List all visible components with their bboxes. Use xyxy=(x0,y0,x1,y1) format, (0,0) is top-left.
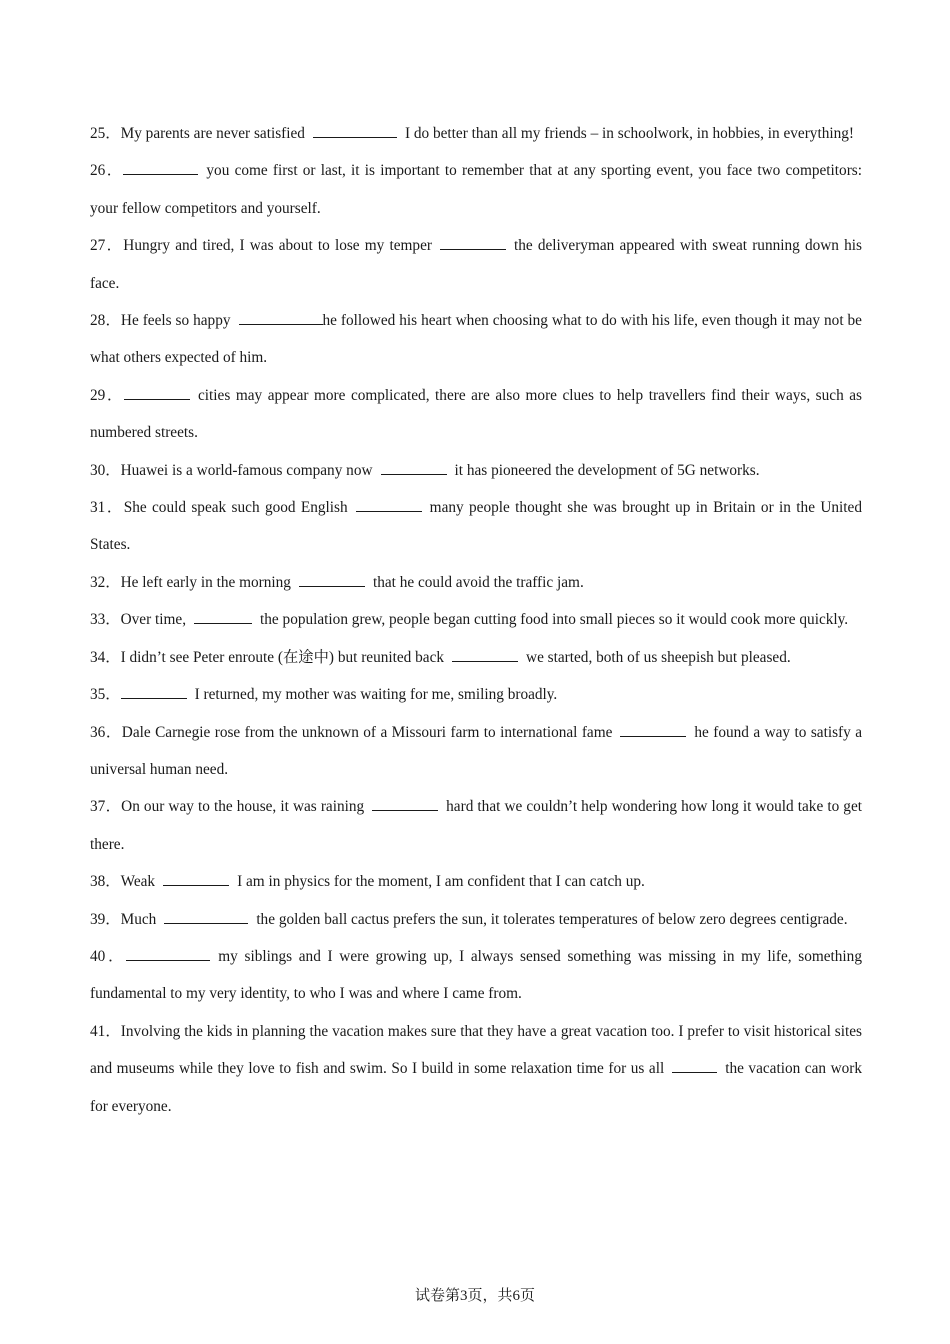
question-number: 28． xyxy=(90,312,121,330)
question-text-before: Weak xyxy=(120,873,156,891)
question-text-after: you come first or last, it is important to remember that at any sporting event, you face two competitors: your fellow competitors and yourself. xyxy=(90,162,862,217)
question-text-after: my siblings and I were growing up, I always sensed something was missing in my life, something fundamental to my very identity, to who I was and where I came from. xyxy=(90,947,862,1003)
question-29 xyxy=(90,377,862,452)
answer-blank[interactable] xyxy=(163,870,229,886)
question-26 xyxy=(90,152,862,227)
question-text-after: I am in physics for the moment, I am confident that I can catch up. xyxy=(237,873,645,891)
answer-blank[interactable] xyxy=(239,309,323,325)
question-number: 32． xyxy=(90,573,121,591)
question-text-before: Huawei is a world-famous company now xyxy=(120,461,373,479)
question-number: 34． xyxy=(90,648,121,666)
question-28 xyxy=(90,302,862,377)
answer-blank[interactable] xyxy=(620,721,686,737)
question-text-before: She could speak such good English xyxy=(123,499,348,517)
question-text-after: we started, both of us sheepish but pleased. xyxy=(526,648,791,666)
question-34 xyxy=(90,639,862,676)
answer-blank[interactable] xyxy=(313,122,397,138)
question-number: 36． xyxy=(90,723,122,741)
answer-blank[interactable] xyxy=(381,459,447,475)
question-text-after: it has pioneered the development of 5G networks. xyxy=(454,461,760,479)
question-text-after: he found a way to satisfy a universal human need. xyxy=(90,723,862,778)
question-text-before: Over time, xyxy=(120,611,187,629)
question-number: 37． xyxy=(90,798,122,816)
question-text-before: Dale Carnegie rose from the unknown of a Missouri farm to international fame xyxy=(121,723,613,741)
answer-blank[interactable] xyxy=(440,234,506,250)
question-text-after: cities may appear more complicated, there are also more clues to help travellers find their ways, such as numbered streets. xyxy=(90,386,862,442)
answer-blank[interactable] xyxy=(124,384,190,400)
question-40 xyxy=(90,938,862,1013)
question-38 xyxy=(90,863,862,900)
question-number: 40． xyxy=(90,947,127,965)
question-30 xyxy=(90,452,862,489)
answer-blank[interactable] xyxy=(299,571,365,587)
question-list xyxy=(90,115,862,1125)
question-number: 27． xyxy=(90,237,124,255)
question-36 xyxy=(90,714,862,789)
question-text-before: Much xyxy=(120,910,157,928)
question-text-after: hard that we couldn’t help wondering how long it would take to get there. xyxy=(90,798,862,853)
question-text-before: He left early in the morning xyxy=(120,573,291,591)
question-number: 29． xyxy=(90,386,125,404)
question-27 xyxy=(90,227,862,302)
question-37 xyxy=(90,788,862,863)
question-text-after: the population grew, people began cutting food into small pieces so it would cook more quickly. xyxy=(260,611,849,629)
answer-blank[interactable] xyxy=(126,945,210,961)
question-text-before: I didn’t see Peter enroute (在途中) but reunited back xyxy=(120,648,445,666)
question-text-after: he followed his heart when choosing what to do with his life, even though it may not be what others expected of him. xyxy=(90,312,862,367)
question-text-after: that he could avoid the traffic jam. xyxy=(372,573,584,591)
answer-blank[interactable] xyxy=(123,159,198,175)
question-text-after: the deliveryman appeared with sweat running down his face. xyxy=(90,237,862,292)
question-text-after: the golden ball cactus prefers the sun, it tolerates temperatures of below zero degrees centigrade. xyxy=(256,910,848,928)
question-number: 33． xyxy=(90,611,121,629)
question-number: 31． xyxy=(90,499,124,517)
answer-blank[interactable] xyxy=(164,908,248,924)
question-number: 26． xyxy=(90,162,124,180)
question-25 xyxy=(90,115,862,152)
question-32 xyxy=(90,564,862,601)
question-text-after: the vacation can work for everyone. xyxy=(90,1060,863,1115)
question-33 xyxy=(90,601,862,638)
question-text-before: My parents are never satisfied xyxy=(120,125,305,142)
question-number: 30． xyxy=(90,461,121,479)
question-text-before: He feels so happy xyxy=(120,312,231,330)
answer-blank[interactable] xyxy=(356,496,422,512)
question-number: 38． xyxy=(90,873,121,891)
question-41 xyxy=(90,1013,862,1125)
question-text-before: Hungry and tired, I was about to lose my temper xyxy=(123,237,432,255)
question-text-before: On our way to the house, it was raining xyxy=(121,798,365,816)
question-35 xyxy=(90,676,862,713)
question-number: 35． xyxy=(90,686,121,704)
question-39 xyxy=(90,901,862,938)
answer-blank[interactable] xyxy=(452,646,518,662)
question-31 xyxy=(90,489,862,564)
question-number: 39． xyxy=(90,910,121,928)
answer-blank[interactable] xyxy=(372,795,438,811)
question-text-after: I returned, my mother was waiting for me, smiling broadly. xyxy=(194,686,558,704)
answer-blank[interactable] xyxy=(121,683,187,699)
question-number: 41． xyxy=(90,1022,121,1040)
question-text-after: I do better than all my friends – in schoolwork, in hobbies, in everything! xyxy=(404,125,854,142)
question-text-after: many people thought she was brought up in Britain or in the United States. xyxy=(90,499,862,554)
question-number: 25． xyxy=(90,125,121,142)
answer-blank[interactable] xyxy=(194,608,252,624)
question-text-before: Involving the kids in planning the vacation makes sure that they have a great vacation too. I prefer to visit historical sites and museums while they love to fish and swim. So I build in some relaxation time for us all xyxy=(90,1022,862,1078)
answer-blank[interactable] xyxy=(672,1057,717,1073)
page-footer: 试卷第3页，共6页 xyxy=(414,1288,535,1304)
